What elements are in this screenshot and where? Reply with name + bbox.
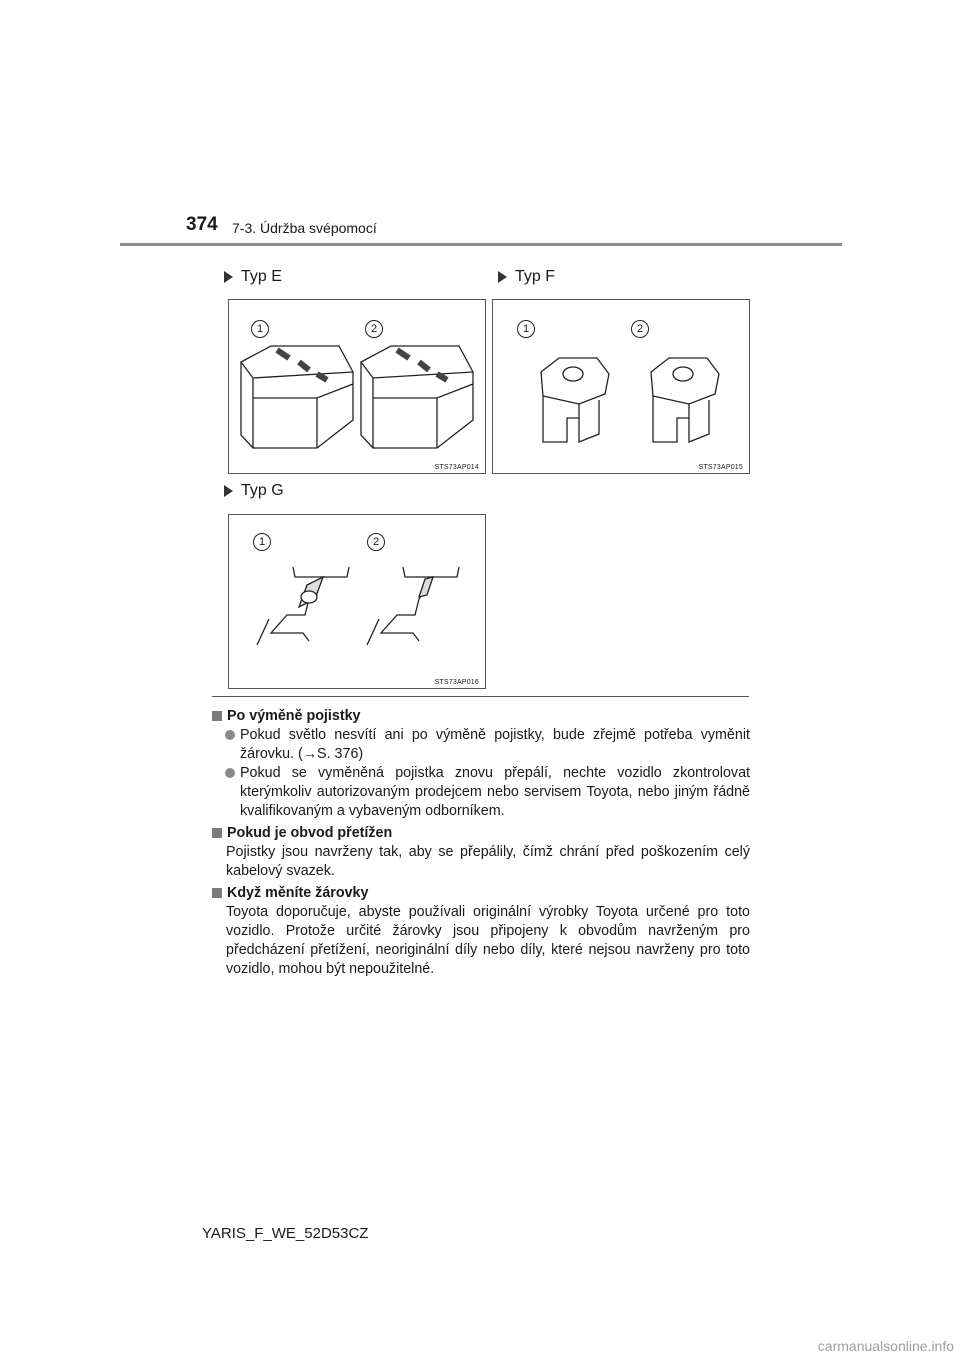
note-item-text: Pokud se vyměněná pojistka znovu přepálí, nechte vozidlo zkontrolovat kterýmkoliv autorizovaným prodejcem nebo servisem Toyota, nebo jiným řádně kvalifikovaným a vybaveným odborníkem.	[240, 765, 750, 819]
section-title: 7-3. Údržba svépomocí	[232, 220, 377, 236]
triangle-bullet-icon	[224, 271, 233, 283]
figure-type-e	[228, 299, 486, 474]
square-bullet-icon	[212, 828, 222, 838]
square-bullet-icon	[212, 711, 222, 721]
triangle-bullet-icon	[224, 485, 233, 497]
header-rule	[120, 243, 842, 246]
note-item-text: Pokud světlo nesvítí ani po výměně pojistky, bude zřejmě potřeba vyměnit žárovku. (→S. 376)	[240, 727, 750, 762]
note-paragraph: Pojistky jsou navrženy tak, aby se přepálily, čímž chrání před poškozením celý kabelový svazek.	[226, 844, 750, 879]
type-g-label	[224, 482, 284, 500]
figure-code: STS73AP015	[698, 464, 743, 471]
figure-type-f	[492, 299, 750, 474]
watermark: carmanualsonline.info	[817, 1338, 954, 1354]
triangle-bullet-icon	[498, 271, 507, 283]
callout-1: 1	[251, 320, 269, 338]
note-heading	[212, 824, 750, 843]
type-f-label-text: Typ F	[515, 268, 556, 285]
note-heading-text: Pokud je obvod přetížen	[227, 825, 393, 841]
type-f-label	[498, 268, 555, 286]
note-item	[225, 726, 750, 764]
notes-section	[212, 704, 750, 979]
note-heading	[212, 884, 750, 903]
notes-rule	[212, 696, 749, 697]
callout-2: 2	[631, 320, 649, 338]
page-number: 374	[186, 214, 218, 235]
circle-bullet-icon	[225, 768, 235, 778]
callout-2: 2	[367, 533, 385, 551]
note-heading-text: Když měníte žárovky	[227, 885, 369, 901]
callout-1: 1	[253, 533, 271, 551]
figure-code: STS73AP014	[434, 464, 479, 471]
type-e-label-text: Typ E	[241, 268, 282, 285]
figure-type-g	[228, 514, 486, 689]
note-heading-text: Po výměně pojistky	[227, 708, 361, 724]
note-paragraph: Toyota doporučuje, abyste používali originální výrobky Toyota určené pro toto vozidlo. Protože určité žárovky jsou připojeny k obvodům navrženým pro předcházení přetížení, neoriginální díly nebo díly, které nejsou navrženy pro toto vozidlo, mohou být nepoužitelné.	[226, 904, 750, 977]
callout-1: 1	[517, 320, 535, 338]
figure-code: STS73AP016	[434, 679, 479, 686]
type-g-label-text: Typ G	[241, 482, 284, 499]
type-e-label	[224, 268, 282, 286]
square-bullet-icon	[212, 888, 222, 898]
note-heading	[212, 707, 750, 726]
circle-bullet-icon	[225, 730, 235, 740]
note-item	[225, 764, 750, 821]
callout-2: 2	[365, 320, 383, 338]
footer-code: YARIS_F_WE_52D53CZ	[202, 1225, 369, 1242]
